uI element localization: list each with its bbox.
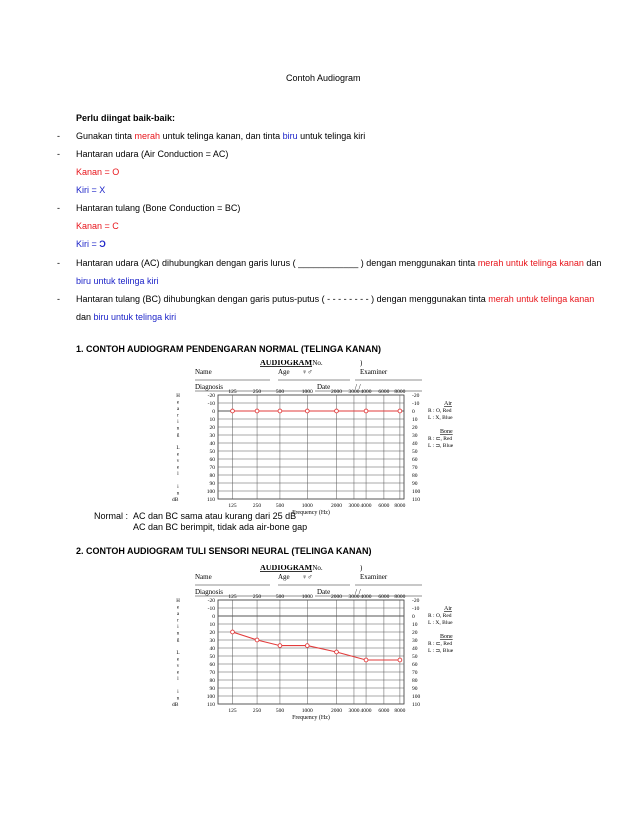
- db-tick-left: 70: [209, 670, 215, 676]
- axis-letter: e: [176, 657, 180, 663]
- freq-tick-top: 250: [252, 389, 262, 395]
- db-tick-left: 80: [209, 678, 215, 684]
- form-date-sep: / /: [355, 588, 361, 596]
- data-point-o: [305, 644, 309, 648]
- db-tick-left: 90: [209, 686, 215, 692]
- freq-tick-top: 500: [275, 389, 285, 395]
- data-point-o: [364, 658, 368, 662]
- legend-air: Air: [444, 606, 452, 612]
- db-tick-left: 20: [209, 630, 215, 636]
- db-tick-left: 30: [209, 638, 215, 644]
- axis-letter: e: [176, 400, 180, 406]
- text-segment: untuk telinga kiri: [297, 131, 366, 141]
- normal-line-2: AC dan BC berimpit, tidak ada air-bone gap: [133, 522, 308, 532]
- axis-letter: a: [176, 407, 180, 412]
- axis-letter: L: [176, 446, 180, 451]
- data-point-o: [305, 409, 309, 413]
- db-tick-right: 90: [412, 686, 418, 692]
- legend-air-left: L : X, Blue: [428, 620, 453, 626]
- db-tick-right: 110: [412, 702, 421, 708]
- db-tick-right: 70: [412, 465, 418, 471]
- db-tick-left: -20: [207, 598, 215, 604]
- freq-tick-bottom: 8000: [394, 503, 406, 509]
- freq-tick-top: 3000: [348, 594, 360, 600]
- legend-bone-right: R : ⊏, Red: [428, 436, 453, 442]
- db-tick-right: 0: [412, 614, 415, 620]
- form-age-label: Age: [278, 573, 290, 581]
- bullet-ink-rule: [76, 131, 365, 142]
- axis-letter: g: [176, 638, 180, 643]
- freq-tick-top: 8000: [394, 594, 406, 600]
- blue-phrase: biru untuk telinga kiri: [76, 276, 159, 286]
- data-point-o: [398, 658, 402, 662]
- data-point-o: [335, 409, 339, 413]
- freq-tick-bottom: 3000: [348, 708, 360, 714]
- axis-letter: i: [177, 690, 179, 695]
- text-segment: dan: [76, 312, 94, 322]
- db-tick-right: 0: [412, 409, 415, 415]
- db-tick-left: 20: [209, 425, 215, 431]
- db-tick-left: 80: [209, 473, 215, 479]
- legend-bone: Bone: [440, 634, 453, 640]
- db-tick-left: 90: [209, 481, 215, 487]
- db-tick-right: 80: [412, 473, 418, 479]
- db-tick-left: 70: [209, 465, 215, 471]
- form-sex-symbols: ♀♂: [302, 573, 313, 581]
- db-tick-right: 30: [412, 433, 418, 439]
- text-segment: Hantaran tulang (BC) dihubungkan dengan garis putus-putus ( - - - - - - - - ) dengan menggunakan tinta: [76, 294, 489, 304]
- freq-tick-bottom: 500: [275, 708, 285, 714]
- legend-air: Air: [444, 401, 452, 407]
- data-point-o: [255, 638, 259, 642]
- db-tick-left: 100: [206, 489, 215, 495]
- bullet-bone-conduction: Hantaran tulang (Bone Conduction = BC): [76, 203, 241, 213]
- freq-tick-top: 2000: [330, 389, 342, 395]
- axis-letter: n: [176, 426, 180, 432]
- legend-air-left: L : X, Blue: [428, 415, 453, 421]
- legend-bone-left: L : ⊐, Blue: [428, 648, 454, 654]
- freq-tick-bottom: 2000: [330, 503, 342, 509]
- db-tick-right: 110: [412, 497, 421, 503]
- form-no: (No.: [310, 360, 323, 367]
- bullet-bc-line-cont: [76, 312, 176, 323]
- form-name-label: Name: [195, 368, 212, 376]
- axis-letter: H: [176, 599, 180, 604]
- axis-letter: v: [176, 664, 180, 669]
- text-segment: Kiri =: [76, 239, 100, 249]
- db-tick-right: 50: [412, 654, 418, 660]
- db-tick-left: 0: [212, 409, 215, 415]
- data-point-o: [278, 409, 282, 413]
- axis-letter: e: [176, 670, 180, 676]
- db-tick-right: 30: [412, 638, 418, 644]
- solid-line-sample: ____________: [298, 258, 359, 268]
- bullet-air-conduction: Hantaran udara (Air Conduction = AC): [76, 149, 229, 159]
- db-tick-left: 50: [209, 449, 215, 455]
- red-phrase: merah untuk telinga kanan: [477, 258, 584, 268]
- axis-letter: i: [177, 625, 179, 630]
- freq-tick-top: 2000: [330, 594, 342, 600]
- bullet-bc-line: [76, 294, 594, 305]
- db-tick-right: -10: [412, 401, 420, 407]
- data-point-o: [364, 409, 368, 413]
- air-left-symbol: Kiri = X: [76, 185, 106, 195]
- bullet-dash: -: [57, 131, 60, 141]
- axis-letter: a: [176, 612, 180, 617]
- page-title: Contoh Audiogram: [286, 73, 361, 83]
- db-tick-right: -20: [412, 598, 420, 604]
- db-tick-left: 30: [209, 433, 215, 439]
- form-no: (No.: [310, 565, 323, 572]
- freq-tick-top: 8000: [394, 389, 406, 395]
- axis-letter: i: [177, 420, 179, 425]
- freq-tick-bottom: 250: [252, 503, 262, 509]
- text-segment: Hantaran udara (AC) dihubungkan dengan garis lurus (: [76, 258, 299, 268]
- axis-letter: e: [176, 452, 180, 458]
- db-tick-left: 40: [209, 646, 215, 652]
- axis-letter: n: [176, 631, 180, 637]
- db-tick-left: 100: [206, 694, 215, 700]
- freq-tick-top: 250: [252, 594, 262, 600]
- db-tick-right: 20: [412, 630, 418, 636]
- x-axis-label: Frequency (Hz): [292, 715, 330, 721]
- normal-line-1: AC dan BC sama atau kurang dari 25 dB: [133, 511, 297, 521]
- freq-tick-bottom: 125: [228, 708, 237, 714]
- db-tick-right: 60: [412, 662, 418, 668]
- red-phrase: merah untuk telinga kanan: [488, 294, 595, 304]
- text-segment: dan: [583, 258, 602, 268]
- axis-letter: e: [176, 605, 180, 611]
- db-tick-right: 10: [412, 622, 418, 628]
- db-tick-left: -20: [207, 393, 215, 399]
- freq-tick-bottom: 4000: [360, 503, 372, 509]
- axis-letter: l: [177, 472, 179, 477]
- freq-tick-top: 1000: [301, 594, 313, 600]
- normal-label: Normal :: [94, 511, 129, 521]
- form-examiner-label: Examiner: [360, 573, 388, 581]
- freq-tick-bottom: 500: [275, 503, 285, 509]
- freq-tick-bottom: 1000: [301, 503, 313, 509]
- axis-letter: g: [176, 433, 180, 438]
- blue-word: biru: [282, 131, 298, 141]
- bullet-dash: -: [57, 294, 60, 304]
- freq-tick-bottom: 250: [252, 708, 262, 714]
- data-point-o: [231, 630, 235, 634]
- freq-tick-top: 1000: [301, 389, 313, 395]
- form-no-close: ): [360, 360, 363, 367]
- db-tick-left: 0: [212, 614, 215, 620]
- data-point-o: [398, 409, 402, 413]
- db-tick-right: 20: [412, 425, 418, 431]
- form-sex-symbols: ♀♂: [302, 368, 313, 376]
- bullet-dash: -: [57, 258, 60, 268]
- freq-tick-top: 6000: [378, 594, 390, 600]
- legend-air-right: R : O, Red: [428, 613, 452, 619]
- db-tick-right: 40: [412, 441, 418, 447]
- db-tick-left: 10: [209, 417, 215, 423]
- db-tick-right: 70: [412, 670, 418, 676]
- freq-tick-top: 3000: [348, 389, 360, 395]
- freq-tick-top: 4000: [360, 389, 372, 395]
- freq-tick-bottom: 6000: [378, 503, 390, 509]
- text-segment: ) dengan menggunakan tinta: [358, 258, 478, 268]
- section2-heading: 2. CONTOH AUDIOGRAM TULI SENSORI NEURAL (TELINGA KANAN): [76, 546, 372, 556]
- legend-bone-right: R : ⊏, Red: [428, 641, 453, 647]
- form-date-label: Date: [317, 588, 331, 596]
- audiogram-sensorineural: [160, 565, 480, 725]
- db-tick-right: 100: [412, 489, 421, 495]
- axis-letter: n: [176, 491, 180, 497]
- legend-air-right: R : O, Red: [428, 408, 452, 414]
- text-segment: Gunakan tinta: [76, 131, 135, 141]
- axis-letter: v: [176, 459, 180, 464]
- freq-tick-bottom: 1000: [301, 708, 313, 714]
- db-tick-left: 110: [206, 497, 215, 503]
- bullet-dash: -: [57, 203, 60, 213]
- freq-tick-bottom: 8000: [394, 708, 406, 714]
- form-date-sep: / /: [355, 383, 361, 391]
- bone-left-symbol: [76, 239, 106, 250]
- db-tick-left: 10: [209, 622, 215, 628]
- db-tick-left: 60: [209, 662, 215, 668]
- freq-tick-top: 125: [228, 389, 237, 395]
- db-tick-left: -10: [207, 401, 215, 407]
- data-point-o: [255, 409, 259, 413]
- db-tick-right: 80: [412, 678, 418, 684]
- db-tick-left: 40: [209, 441, 215, 447]
- form-title: AUDIOGRAM: [260, 565, 312, 572]
- axis-letter: n: [176, 696, 180, 702]
- legend-bone: Bone: [440, 429, 453, 435]
- freq-tick-bottom: 2000: [330, 708, 342, 714]
- axis-letter: l: [177, 677, 179, 682]
- db-tick-right: 10: [412, 417, 418, 423]
- db-tick-right: 90: [412, 481, 418, 487]
- red-word: merah: [134, 131, 161, 141]
- blue-phrase: biru untuk telinga kiri: [93, 312, 177, 322]
- freq-tick-bottom: 3000: [348, 503, 360, 509]
- axis-letter: L: [176, 651, 180, 656]
- air-right-symbol: Kanan = O: [76, 167, 120, 177]
- data-point-o: [231, 409, 235, 413]
- axis-letter: i: [177, 485, 179, 490]
- bone-right-symbol: Kanan = C: [76, 221, 119, 231]
- db-tick-left: 50: [209, 654, 215, 660]
- axis-letter: r: [177, 413, 179, 419]
- axis-letter: r: [177, 618, 179, 624]
- freq-tick-top: 500: [275, 594, 285, 600]
- form-diagnosis-label: Diagnosis: [195, 588, 223, 596]
- freq-tick-top: 6000: [378, 389, 390, 395]
- note-heading: Perlu diingat baik-baik:: [76, 113, 176, 123]
- freq-tick-top: 4000: [360, 594, 372, 600]
- form-no-close: ): [360, 565, 363, 572]
- db-tick-left: 110: [206, 702, 215, 708]
- db-tick-right: 60: [412, 457, 418, 463]
- legend-bone-left: L : ⊐, Blue: [428, 443, 454, 449]
- freq-tick-bottom: 125: [228, 503, 237, 509]
- audiogram-normal: [160, 360, 480, 520]
- db-tick-right: 40: [412, 646, 418, 652]
- db-tick-left: -10: [207, 606, 215, 612]
- text-segment: untuk telinga kanan, dan tinta: [160, 131, 283, 141]
- axis-letter: H: [176, 394, 180, 399]
- form-name-label: Name: [195, 573, 212, 581]
- db-tick-right: -10: [412, 606, 420, 612]
- form-examiner-label: Examiner: [360, 368, 388, 376]
- db-tick-right: -20: [412, 393, 420, 399]
- freq-tick-bottom: 4000: [360, 708, 372, 714]
- form-date-label: Date: [317, 383, 331, 391]
- data-point-o: [278, 644, 282, 648]
- freq-tick-bottom: 6000: [378, 708, 390, 714]
- axis-footer: dB: [172, 497, 179, 503]
- axis-letter: e: [176, 465, 180, 471]
- bullet-dash: -: [57, 149, 60, 159]
- axis-footer: dB: [172, 702, 179, 708]
- data-point-o: [335, 650, 339, 654]
- db-tick-right: 100: [412, 694, 421, 700]
- freq-tick-top: 125: [228, 594, 237, 600]
- bullet-ac-line: [76, 258, 601, 269]
- form-age-label: Age: [278, 368, 290, 376]
- db-tick-right: 50: [412, 449, 418, 455]
- x-axis-label: Frequency (Hz): [292, 510, 330, 516]
- form-title: AUDIOGRAM: [260, 360, 312, 367]
- bone-left-glyph: Ɔ: [99, 239, 106, 249]
- form-diagnosis-label: Diagnosis: [195, 383, 223, 391]
- section1-heading: 1. CONTOH AUDIOGRAM PENDENGARAN NORMAL (TELINGA KANAN): [76, 344, 381, 354]
- db-tick-left: 60: [209, 457, 215, 463]
